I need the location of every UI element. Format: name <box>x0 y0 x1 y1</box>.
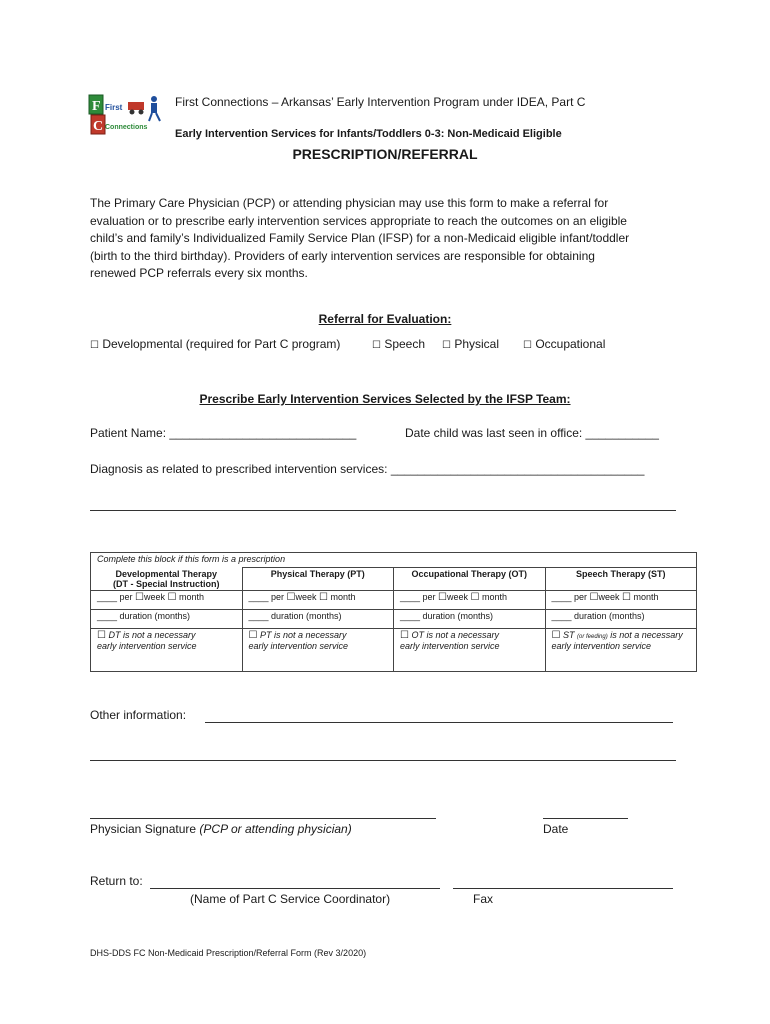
other-info-line-1[interactable] <box>205 722 673 723</box>
st-duration[interactable]: ____ duration (months) <box>545 609 697 628</box>
svg-text:F: F <box>92 99 101 114</box>
program-title: First Connections – Arkansas’ Early Intervention Program under IDEA, Part C <box>175 95 586 109</box>
return-to-label: Return to: <box>90 874 143 888</box>
form-footer: DHS-DDS FC Non-Medicaid Prescription/Referral Form (Rev 3/2020) <box>90 948 367 958</box>
referral-occupational[interactable]: ☐ Occupational <box>523 337 606 351</box>
dt-not-necessary[interactable]: ☐ DT is not a necessary early intervention service <box>91 628 243 671</box>
physician-signature-label: Physician Signature (PCP or attending physician) <box>90 822 352 836</box>
intro-paragraph: The Primary Care Physician (PCP) or attending physician may use this form to make a referral for evaluation or to prescribe early intervention services appropriate to reach the outcomes on an eligible child’s and family’s Individualized Family Service Plan (IFSP) for a non-Medicaid eligible infant/toddler (birth to the third birthday). Providers of early intervention services are responsible for obtaining renewed PCP referrals every six months. <box>90 196 630 280</box>
header-pt: Physical Therapy (PT) <box>242 568 394 591</box>
ot-frequency[interactable]: ____ per ☐week ☐ month <box>394 590 546 609</box>
ot-duration[interactable]: ____ duration (months) <box>394 609 546 628</box>
pt-not-necessary[interactable]: ☐ PT is not a necessary early intervention service <box>242 628 394 671</box>
pt-frequency[interactable]: ____ per ☐week ☐ month <box>242 590 394 609</box>
checkbox-icon[interactable]: ☐ <box>523 340 532 351</box>
other-info-label: Other information: <box>90 708 187 722</box>
checkbox-icon: ☐ <box>319 591 329 603</box>
last-seen-date-field[interactable]: Date child was last seen in office: ___________ <box>405 426 659 440</box>
physician-signature-line[interactable] <box>90 818 436 819</box>
checkbox-icon: ☐ <box>551 629 561 641</box>
ot-not-necessary[interactable]: ☐ OT is not a necessary early intervention service <box>394 628 546 671</box>
checkbox-icon: ☐ <box>622 591 632 603</box>
diagnosis-field[interactable]: Diagnosis as related to prescribed intervention services: ______________________________________ <box>90 462 645 476</box>
checkbox-icon: ☐ <box>135 591 145 603</box>
logo-line2: Connections <box>105 124 148 131</box>
prescribe-heading: Prescribe Early Intervention Services Selected by the IFSP Team: <box>199 392 571 406</box>
checkbox-icon: ☐ <box>470 591 480 603</box>
checkbox-icon: ☐ <box>97 629 106 641</box>
checkbox-icon: ☐ <box>286 591 296 603</box>
prescription-table <box>90 552 697 672</box>
fax-label: Fax <box>473 892 494 906</box>
st-frequency[interactable]: ____ per ☐week ☐ month <box>545 590 697 609</box>
page-title: PRESCRIPTION/REFERRAL <box>292 146 478 162</box>
pt-duration[interactable]: ____ duration (months) <box>242 609 394 628</box>
other-info-line-2[interactable] <box>90 760 676 761</box>
referral-developmental[interactable]: ☐ Developmental (required for Part C program) <box>90 337 341 351</box>
referral-physical[interactable]: ☐ Physical <box>442 337 499 351</box>
st-not-necessary[interactable]: ☐ ST (or feeding) is not a necessary early intervention service <box>545 628 697 671</box>
checkbox-icon[interactable]: ☐ <box>442 340 451 351</box>
checkbox-icon: ☐ <box>589 591 599 603</box>
checkbox-icon: ☐ <box>248 629 258 641</box>
coordinator-name-line[interactable] <box>150 888 440 889</box>
header-dt: Developmental Therapy (DT - Special Instruction) <box>91 568 243 591</box>
svg-text:C: C <box>93 119 104 134</box>
checkbox-icon: ☐ <box>167 591 177 603</box>
dt-duration[interactable]: ____ duration (months) <box>91 609 243 628</box>
header-ot: Occupational Therapy (OT) <box>394 568 546 591</box>
patient-name-field[interactable]: Patient Name: ____________________________ <box>90 426 357 440</box>
checkbox-icon[interactable]: ☐ <box>90 340 99 351</box>
coordinator-label: (Name of Part C Service Coordinator) <box>190 892 391 906</box>
fax-line[interactable] <box>453 888 673 889</box>
signature-date-line[interactable] <box>543 818 628 819</box>
referral-heading: Referral for Evaluation: <box>318 312 452 326</box>
dt-frequency[interactable]: ____ per ☐week ☐ month <box>91 590 243 609</box>
subtitle: Early Intervention Services for Infants/Toddlers 0-3: Non-Medicaid Eligible <box>175 128 562 140</box>
checkbox-icon: ☐ <box>438 591 448 603</box>
diagnosis-line[interactable] <box>90 510 676 511</box>
date-label: Date <box>543 822 569 836</box>
checkbox-icon: ☐ <box>400 629 409 641</box>
logo-line1: First <box>105 103 123 112</box>
table-note: Complete this block if this form is a prescription <box>91 553 697 568</box>
referral-speech[interactable]: ☐ Speech <box>372 337 426 351</box>
first-connections-logo <box>88 94 166 136</box>
header-st: Speech Therapy (ST) <box>545 568 697 591</box>
checkbox-icon[interactable]: ☐ <box>372 340 381 351</box>
